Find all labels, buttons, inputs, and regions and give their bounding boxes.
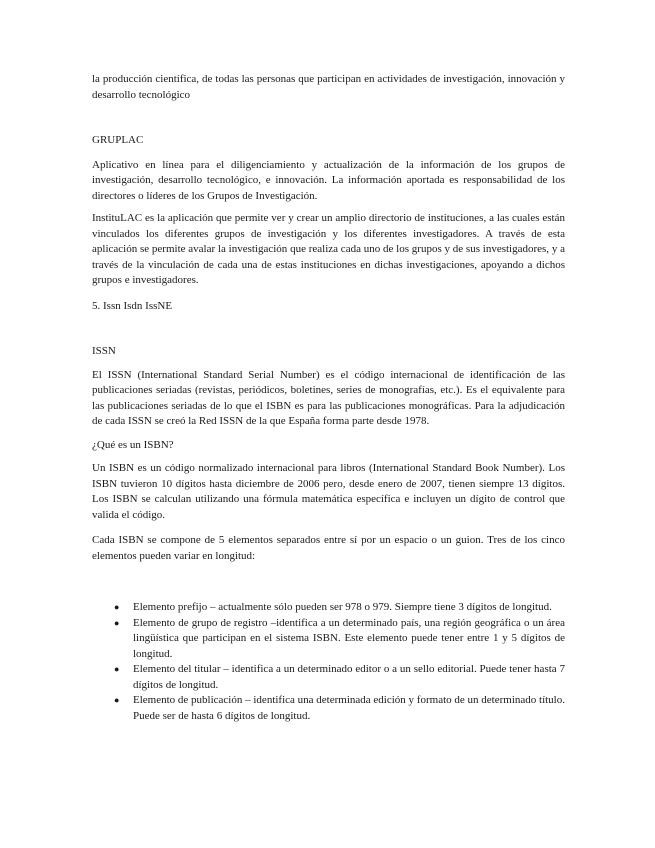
section-5-heading: 5. Issn Isdn IssNE	[92, 299, 173, 312]
issn-heading: ISSN	[92, 345, 116, 357]
isbn-elements-paragraph: Cada ISBN se compone de 5 elementos separados entre sí por un espacio o un guion. Tres de los cinco elementos pueden variar en longitud:	[92, 534, 565, 562]
list-item-text: Elemento de publicación – identifica una determinada edición y formato de un determinado título. Puede ser de hasta 6 dígitos de longitud.	[133, 694, 565, 722]
gruplac-paragraph: Aplicativo en línea para el diligenciamiento y actualización de la información de los grupos de investigación, desarrollo tecnológico, e innovación. La información aportada es responsabilidad de los directores o líderes de los Grupos de Investigación.	[92, 158, 565, 202]
isbn-elements-list	[92, 600, 565, 724]
document-page	[92, 72, 565, 724]
list-item-text: Elemento prefijo – actualmente sólo pueden ser 978 o 979. Siempre tiene 3 dígitos de longitud.	[133, 601, 552, 613]
list-item	[92, 600, 565, 616]
list-item-text: Elemento del titular – identifica a un determinado editor o a un sello editorial. Puede tener hasta 7 dígitos de longitud.	[133, 663, 565, 691]
gruplac-heading: GRUPLAC	[92, 134, 144, 146]
bullet-icon: ●	[114, 602, 120, 612]
intro-paragraph: la producción científica, de todas las personas que participan en actividades de investigación, innovación y desarrollo tecnológico	[92, 73, 565, 101]
isbn-paragraph: Un ISBN es un código normalizado internacional para libros (International Standard Book Number). Los ISBN tuvieron 10 dígitos hasta diciembre de 2006 pero, desde enero de 2007, tienen siempre 13 dígitos. Los ISBN se calculan utilizando una fórmula matemática específica e incluyen un dígito de control que valida el código.	[92, 462, 565, 521]
issn-paragraph: El ISSN (International Standard Serial Number) es el código internacional de identificación de las publicaciones seriadas (revistas, periódicos, boletines, series de monografías, etc.). Es el equivalente para las publicaciones seriadas de lo que el ISBN es para las publicaciones monográficas. Para la adjudicación de cada ISSN se creó la Red ISSN de la que España forma parte desde 1978.	[92, 368, 565, 427]
isbn-question-heading: ¿Qué es un ISBN?	[92, 438, 174, 451]
bullet-icon: ●	[114, 617, 120, 628]
list-item-text: Elemento de grupo de registro –identifica a un determinado país, una región geográfica o un área lingüística que participan en el sistema ISBN. Este elemento puede tener entre 1 y 5 dígitos de longitud.	[133, 616, 565, 660]
bullet-icon: ●	[114, 664, 120, 674]
institulac-paragraph: InstituLAC es la aplicación que permite ver y crear un amplio directorio de instituciones, a las cuales están vinculados los diferentes grupos de investigación y los diferentes investigadores. A través de esta aplicación se permite avalar la investigación que realiza cada uno de los grupos y de sus investigadores, y a través de la vinculación de cada una de estas instituciones en dichas investigaciones, apoyando a dichos grupos e investigadores.	[92, 212, 565, 286]
bullet-icon: ●	[114, 695, 120, 705]
list-item	[92, 662, 565, 693]
list-item	[92, 693, 565, 724]
list-item	[92, 616, 565, 663]
